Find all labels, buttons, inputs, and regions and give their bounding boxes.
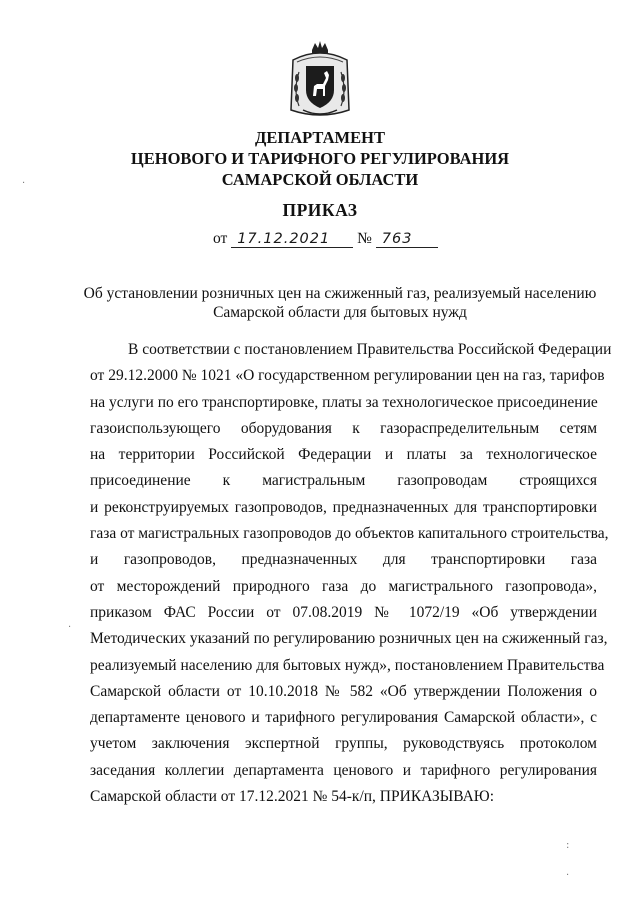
scan-speck: · <box>566 870 570 881</box>
body-line: от месторождений природного газа до магистрального газопровода», <box>90 577 597 595</box>
order-number: 763 <box>376 231 438 248</box>
order-date-number-line <box>213 230 438 248</box>
body-line: приказом ФАС России от 07.08.2019 № 1072/19 «Об утверждении <box>90 603 597 621</box>
department-header <box>0 127 640 190</box>
body-line: Самарской области от 17.12.2021 № 54-к/п, ПРИКАЗЫВАЮ: <box>90 788 495 806</box>
body-line: от 29.12.2000 № 1021 «О государственном регулировании цен на газ, тарифов <box>90 367 605 385</box>
body-line: В соответствии с постановлением Правительства Российской Федерации <box>128 341 612 358</box>
header-line-2: ЦЕНОВОГО И ТАРИФНОГО РЕГУЛИРОВАНИЯ <box>130 149 510 168</box>
samara-coat-of-arms-icon <box>283 40 357 120</box>
order-date: 17.12.2021 <box>231 231 353 248</box>
header-line-1: ДЕПАРТАМЕНТ <box>255 128 385 147</box>
body-line: присоединение к магистральным газопроводам строящихся <box>90 472 597 490</box>
order-body <box>90 337 612 810</box>
body-line: газоиспользующего оборудования к газораспределительным сетям <box>90 419 597 437</box>
subject-line-2: Самарской области для бытовых нужд <box>213 304 467 321</box>
body-line: и реконструируемых газопроводов, предназначенных для транспортировки <box>90 498 597 516</box>
order-title: ПРИКАЗ <box>282 200 358 220</box>
scan-speck: : <box>566 840 570 851</box>
body-line: учетом заключения экспертной группы, руководствуясь протоколом <box>90 735 597 753</box>
body-line: на услуги по его транспортировке, платы за технологическое присоединение <box>90 393 598 411</box>
number-sign: № <box>357 230 372 247</box>
body-line: заседания коллегии департамента ценового и тарифного регулирования <box>90 761 597 779</box>
body-line: газа от магистральных газопроводов до объектов капитального строительства, <box>90 525 609 543</box>
body-line: реализуемый населению для бытовых нужд», постановлением Правительства <box>90 656 605 674</box>
body-line: Самарской области от 10.10.2018 № 582 «Об утверждении Положения о <box>90 682 597 700</box>
body-line: департаменте ценового и тарифного регулирования Самарской области», с <box>90 709 597 727</box>
scan-speck: · <box>68 622 72 633</box>
body-line: на территории Российской Федерации и платы за технологическое <box>90 446 597 464</box>
date-prefix: от <box>213 230 228 247</box>
body-line: Методических указаний по регулированию розничных цен на сжиженный газ, <box>90 630 608 648</box>
body-line: и газопроводов, предназначенных для транспортировки газа <box>90 551 597 569</box>
scan-speck: · <box>22 178 26 189</box>
subject-line-1: Об установлении розничных цен на сжиженный газ, реализуемый населению <box>83 285 597 302</box>
order-subject <box>60 284 620 322</box>
header-line-3: САМАРСКОЙ ОБЛАСТИ <box>221 170 419 189</box>
